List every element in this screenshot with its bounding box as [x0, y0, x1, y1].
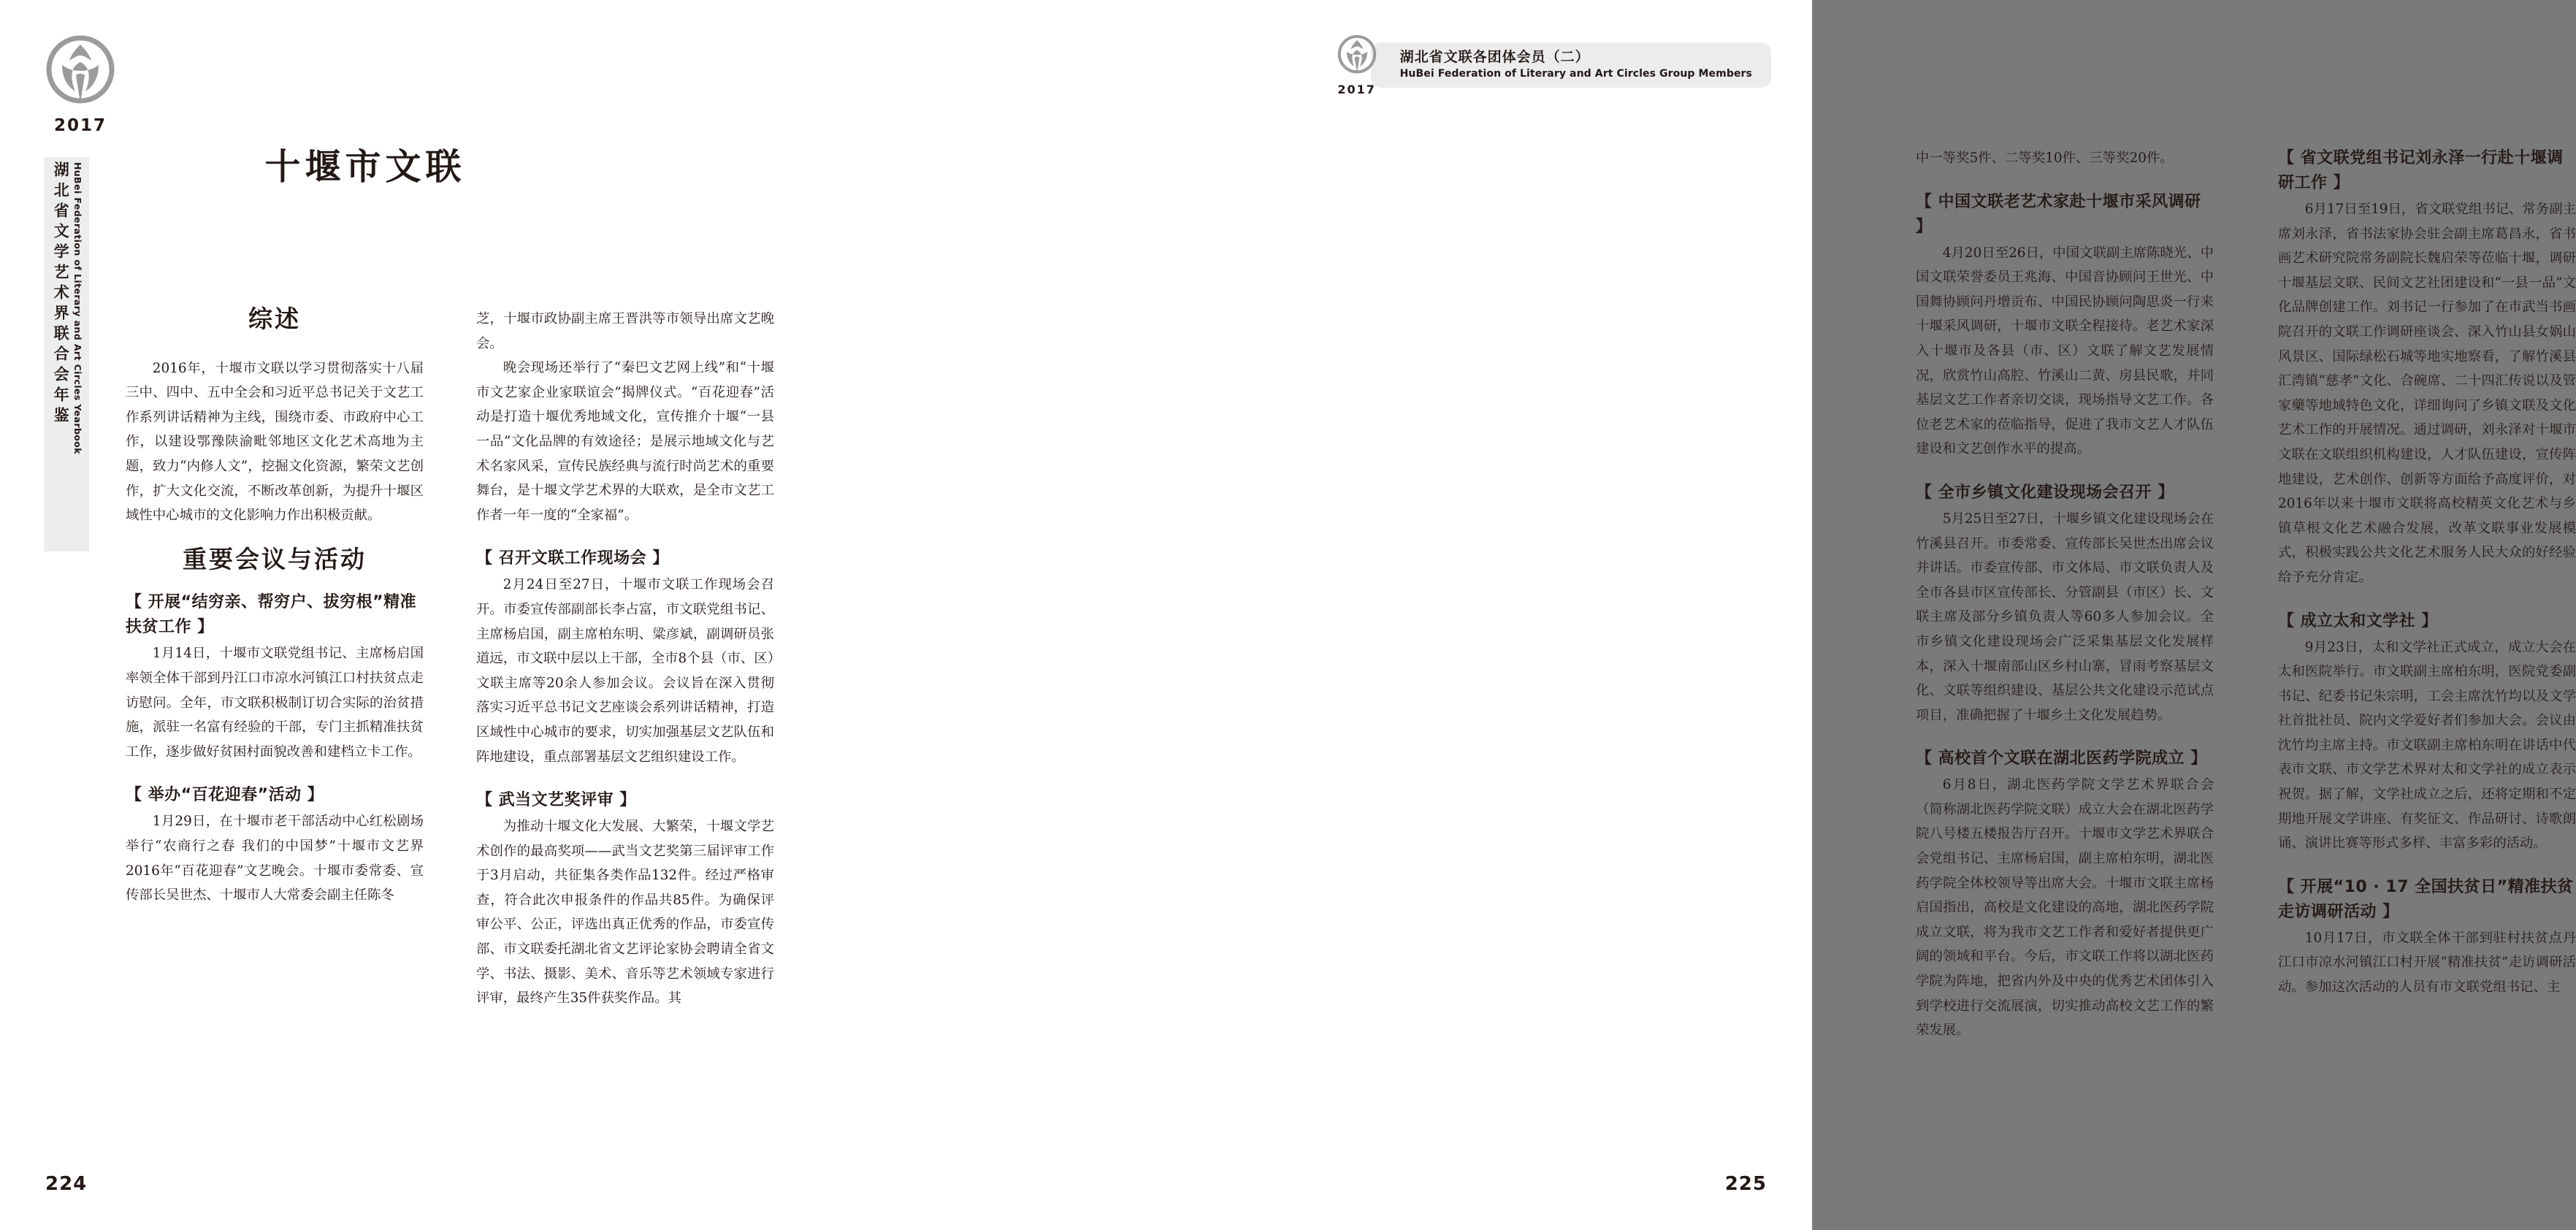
brand-year-right: 2017 [1337, 83, 1376, 96]
article-title-township-culture-meeting: 【 全市乡镇文化建设现场会召开 】 [1916, 483, 2174, 502]
article-title-university-federation: 【 高校首个文联在湖北医药学院成立 】 [1916, 749, 2207, 768]
right-page [906, 0, 2576, 1230]
spine-title-cn: 湖北省文学艺术界联合会年鉴 [52, 161, 71, 427]
running-head [1330, 37, 1771, 96]
article-body-national-poverty-day: 10月17日，市文联全体干部到驻村扶贫点丹江口市凉水河镇江口村开展“精准扶贫”走访调研活动。参加这次活动的人员有市文联党组书记、主 [2278, 930, 2576, 996]
article-title-taihe-literary-society: 【 成立太和文学社 】 [2278, 611, 2438, 630]
page-number-left: 224 [45, 1173, 88, 1195]
article-title-baihua-spring: 【 举办“百花迎春”活动 】 [126, 786, 324, 805]
article-title-national-poverty-day: 【 开展“10 · 17 全国扶贫日”精准扶贫走访调研活动 】 [2278, 877, 2574, 921]
continuation-paragraph-col3: 中一等奖5件、二等奖10件、三等奖20件。 [1916, 150, 2174, 166]
article-body-university-federation: 6月8日，湖北医药学院文学艺术界联合会（简称湖北医药学院文联）成立大会在湖北医药学院八号楼五楼报告厅召开。十堰市文学艺术界联合会党组书记、主席杨启国，副主席柏东明，湖北医药学院全体校领导等出席大会。十堰市文联主席杨启国指出，高校是文化建设的高地，湖北医药学院成立文联，将为我市文艺工作者和爱好者提供更广阔的领域和平台。今后，市文联工作将以湖北医药学院为阵地，把省内外及中央的优秀艺术团体引入到学校进行交流展演，切实推动高校文艺工作的繁荣发展。 [1916, 777, 2214, 1039]
brand-logo-left [40, 33, 121, 135]
text-column-2 [476, 307, 774, 1011]
article-body-senior-artists-visit: 4月20日至26日，中国文联副主席陈晓光、中国文联荣誉委员王兆海、中国音协顾问王世光、中国舞协顾问丹增贡布、中国民协顾问陶思炎一行来十堰采风调研，十堰市文联全程接待。老艺术家深入十堰市及各县（市、区）文联了解文艺发展情况，欣赏竹山高腔、竹溪山二黄、房县民歌，并同基层文艺工作者亲切交谈，现场指导文艺工作。各位老艺术家的莅临指导，促进了我市文艺人才队伍建设和文艺创作水平的提高。 [1916, 245, 2214, 457]
article-body-baihua-spring: 1月29日，在十堰市老干部活动中心红松剧场举行“农商行之春 我们的中国梦”十堰市文艺界2016年“百花迎春”文艺晚会。十堰市委常委、宣传部长吴世杰、十堰市人大常委会副主任陈冬 [126, 814, 424, 904]
article-title-poverty-alleviation: 【 开展“结穷亲、帮穷户、拔穷根”精准扶贫工作 】 [126, 593, 417, 637]
article-title-wudang-award: 【 武当文艺奖评审 】 [476, 791, 636, 810]
article-body-onsite-meeting: 2月24日至27日，十堰市文联工作现场会召开。市委宣传部副部长李占富，市文联党组书记、主席杨启国，副主席柏东明、粱彦斌，副调研员张道远，市文联中层以上干部，全市8个县（市、区）文联主席等20余人参加会议。会议旨在深入贯彻落实习近平总书记文艺座谈会系列讲话精神，打造区域性中心城市的要求，切实加强基层文艺队伍和阵地建设，重点部署基层文艺组织建设工作。 [476, 577, 774, 765]
spine-label [44, 157, 89, 551]
article-body-provincial-secretary-visit: 6月17日至19日，省文联党组书记、常务副主席刘永泽，省书法家协会驻会副主席葛昌永，省书画艺术研究院常务副院长魏启荣等莅临十堰，调研十堰基层文联、民间文艺社团建设和“一县一品”文化品牌创建工作。刘书记一行参加了在市武当书画院召开的文联工作调研座谈会、深入竹山县女娲山风景区、国际绿松石城等地实地察看，了解竹溪县汇湾镇“慈孝”文化、合碗席、二十四汇传说以及管家藥等地域特色文化，详细询问了乡镇文联及文化艺术工作的开展情况。通过调研，刘永泽对十堰市文联在文联组织机构建设，人才队伍建设，宣传阵地建设，艺术创作、创新等方面给予高度评价，对2016年以来十堰市文联将高校精英文化艺术与乡镇草根文化艺术融合发展，改革文联事业发展模式，积极实践公共文化艺术服务人民大众的好经验给予充分肯定。 [2278, 202, 2576, 585]
hubei-federation-emblem-icon [40, 33, 121, 113]
running-head-title-en: HuBei Federation of Literary and Art Circles Group Members [1399, 67, 1752, 80]
paragraph-gala-ceremony: 晚会现场还举行了“秦巴文艺网上线”和“十堰市文艺家企业家联谊会”揭牌仪式。“百花迎春”活动是打造十堰优秀地域文化，宣传推介十堰“一县一品”文化品牌的有效途径；是展示地域文化与艺术名家风采，宣传民族经典与流行时尚艺术的重要舞台，是十堰文学艺术界的大联欢，是全市文艺工作者一年一度的“全家福”。 [476, 360, 774, 523]
section-heading-overview: 综述 [248, 305, 301, 333]
text-column-3 [1916, 146, 2214, 1043]
running-head-title-cn: 湖北省文联各团体会员（二） [1399, 49, 1590, 66]
running-head-pill [1371, 42, 1771, 88]
text-column-1 [126, 307, 424, 908]
article-body-poverty-alleviation: 1月14日，十堰市文联党组书记、主席杨启国率领全体干部到丹江口市凉水河镇江口村扶贫点走访慰问。全年，市文联积极制订切合实际的治贫措施，派驻一名富有经验的干部，专门主抓精准扶贫工作，逐步做好贫困村面貌改善和建档立卡工作。 [126, 646, 424, 760]
brand-logo-right [1330, 34, 1384, 96]
left-page [0, 0, 906, 1230]
article-body-township-culture-meeting: 5月25日至27日，十堰乡镇文化建设现场会在竹溪县召开。市委常委、宣传部长吴世杰出席会议并讲话。市委宣传部、市文体局、市文联负责人及全市各县市区宣传部长、分管副县（市区）长、文联主席及部分乡镇负责人等60多人参加会议。全市乡镇文化建设现场会广泛采集基层文化发展样本，深入十堰南部山区乡村山寨，冒雨考察基层文化、文联等组织建设、基层公共文化建设示范试点项目，准确把握了十堰乡土文化发展趋势。 [1916, 511, 2214, 723]
article-title-onsite-meeting: 【 召开文联工作现场会 】 [476, 549, 669, 568]
overview-paragraph: 2016年，十堰市文联以学习贯彻落实十八届三中、四中、五中全会和习近平总书记关于文艺工作系列讲话精神为主线，围绕市委、市政府中心工作，以建设鄂豫陕渝毗邻地区文化艺术高地为主题，致力“内修人文”，挖掘文化资源，繁荣文艺创作，扩大文化交流，不断改革创新，为提升十堰区域性中心城市的文化影响力作出积极贡献。 [126, 360, 424, 524]
section-heading-meetings: 重要会议与活动 [183, 544, 367, 573]
spine-title-en: HuBei Federation of Literary and Art Circles Yearbook [72, 162, 84, 454]
page-number-right: 225 [1724, 1173, 1767, 1195]
brand-year-left: 2017 [53, 116, 107, 135]
article-title-provincial-secretary-visit: 【 省文联党组书记刘永泽一行赴十堰调研工作 】 [2278, 149, 2564, 192]
text-column-4 [2278, 146, 2576, 1000]
article-body-taihe-literary-society: 9月23日，太和文学社正式成立，成立大会在太和医院举行。市文联副主席柏东明，医院党委副书记、纪委书记朱宗明，工会主席沈竹均以及文学社首批社员、院内文学爱好者们参加大会。会议由沈竹均主席主持。市文联副主席柏东明在讲话中代表市文联、市文学艺术界对太和文学社的成立表示祝贺。据了解，文学社成立之后，还将定期和不定期地开展文学讲座、有奖征文、作品研讨、诗歌朗诵、演讲比赛等形式多样、丰富多彩的活动。 [2278, 639, 2576, 852]
page-title: 十堰市文联 [264, 145, 466, 188]
article-body-wudang-award: 为推动十堰文化大发展、大繁荣，十堰文学艺术创作的最高奖项——武当文艺奖第三届评审工作于3月启动，共征集各类作品132件。经过严格审查，符合此次申报条件的作品共85件。为确保评审公平、公正，评选出真正优秀的作品，市委宣传部、市文联委托湖北省文艺评论家协会聘请全省文学、书法、摄影、美术、音乐等艺术领域专家进行评审，最终产生35件获奖作品。其 [476, 819, 774, 1006]
hubei-federation-emblem-icon [1334, 34, 1380, 79]
article-title-senior-artists-visit: 【 中国文联老艺术家赴十堰市采风调研 】 [1916, 192, 2201, 236]
continuation-paragraph-col2: 芝，十堰市政协副主席王晋洪等市领导出席文艺晚会。 [476, 311, 774, 351]
